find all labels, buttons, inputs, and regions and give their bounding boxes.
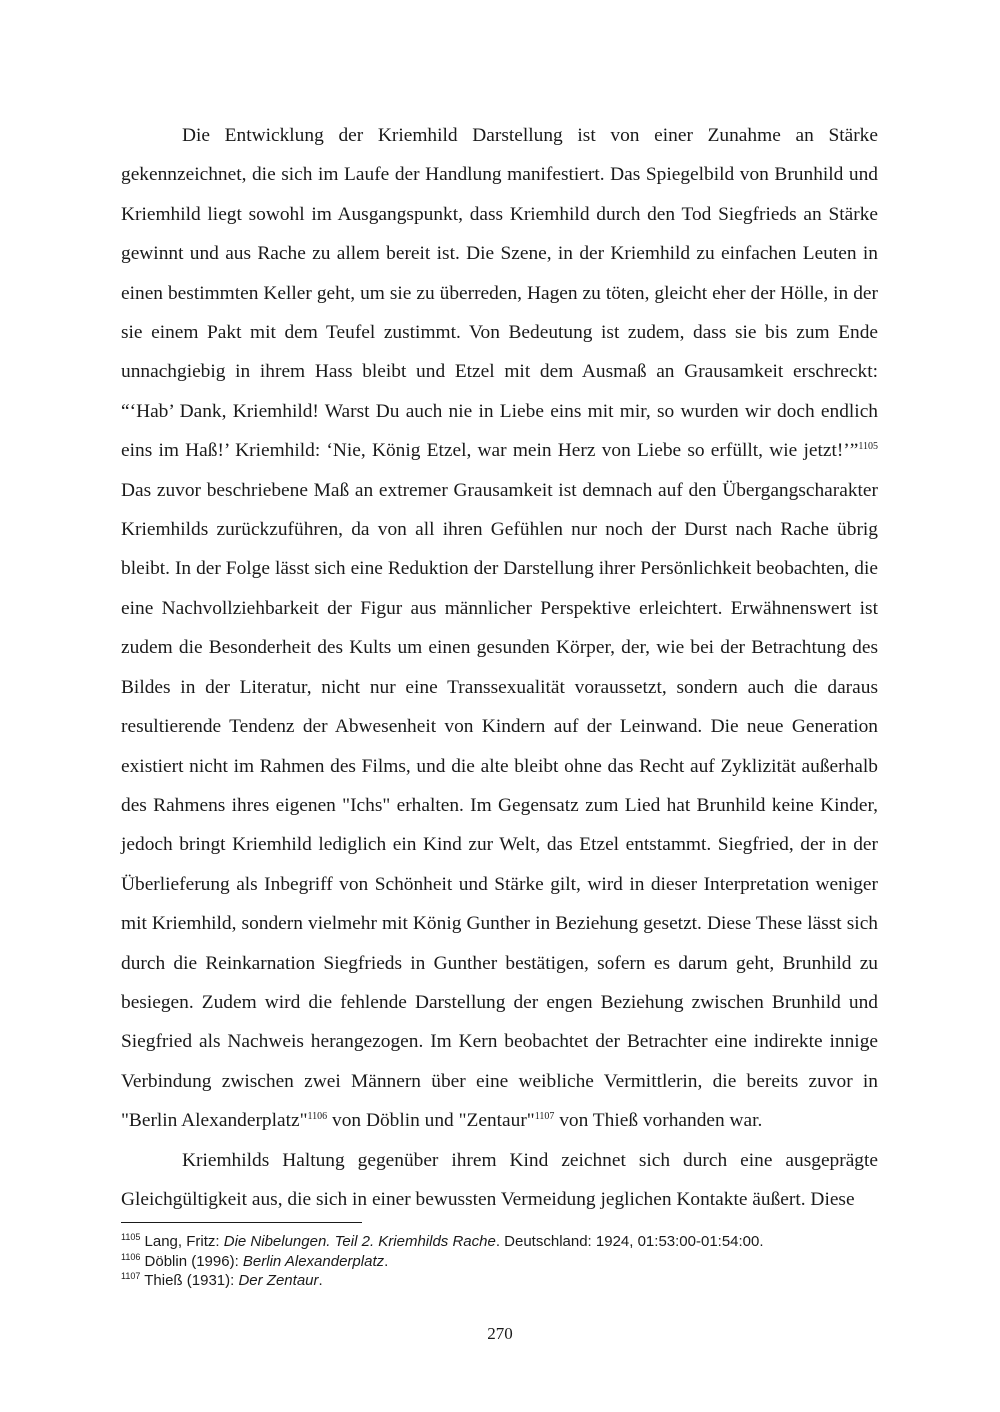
footnote-reference: 1107 xyxy=(534,1111,555,1123)
text-segment: Kriemhilds Haltung gegenüber ihrem Kind zeichnet sich durch eine ausgeprägte Gleichgültigkeit aus, die sich in einer bewussten Vermeidung jeglichen Kontakte äußert. Diese xyxy=(121,1149,878,1210)
footnote-text: Lang, Fritz: xyxy=(140,1233,224,1250)
footnote-text: . Deutschland: 1924, 01:53:00-01:54:00. xyxy=(495,1233,764,1250)
footnote-separator xyxy=(121,1222,362,1223)
footnote-text: . xyxy=(384,1252,389,1270)
footnote-title: Der Zentaur xyxy=(238,1272,319,1289)
page-number: 270 xyxy=(487,1324,513,1343)
footnote-number: 1107 xyxy=(121,1271,141,1281)
footnote xyxy=(121,1232,878,1252)
footnote-text: . xyxy=(318,1272,323,1289)
footnote-title: Berlin Alexanderplatz xyxy=(242,1252,385,1270)
footnote-reference: 1105 xyxy=(858,441,878,453)
footnote xyxy=(121,1271,878,1291)
paragraph xyxy=(121,116,878,1141)
paragraph xyxy=(121,1141,878,1220)
text-segment: Die Entwicklung der Kriemhild Darstellung ist von einer Zunahme an Stärke gekennzeichnet, die sich im Laufe der Handlung manifestiert. Das Spiegelbild von Brunhild und Kriemhild liegt sowohl im Ausgangspunkt, dass Kriemhild durch den Tod Siegfrieds an Stärke gewinnt und aus Rache zu allem bereit ist. Die Szene, in der Kriemhild zu einfachen Leuten in einen bestimmten Keller geht, um sie zu überreden, Hagen zu töten, gleicht eher der Hölle, in der sie einem Pakt mit dem Teufel zustimmt. Von Bedeutung ist zudem, dass sie bis zum Ende unnachgiebig in ihrem Hass bleibt und Etzel mit dem Ausmaß an Grausamkeit erschreckt: “‘Hab’ Dank, Kriemhild! Warst Du auch nie in Liebe eins mit mir, so wurden wir doch endlich eins im Haß!’ Kriemhild: ‘Nie, König Etzel, war mein Herz von Liebe so erfüllt, wie jetzt!’” xyxy=(121,125,878,462)
footnote-title: Die Nibelungen. Teil 2. Kriemhilds Rache xyxy=(223,1233,496,1250)
footnote-text: Thieß (1931): xyxy=(140,1272,239,1289)
text-segment: von Döblin und "Zentaur" xyxy=(327,1110,535,1132)
footnotes xyxy=(121,1232,878,1291)
footnote-text: Döblin (1996): xyxy=(140,1252,243,1270)
text-segment: von Thieß vorhanden war. xyxy=(554,1110,763,1132)
footnote-number: 1105 xyxy=(121,1232,141,1242)
footnote xyxy=(121,1252,878,1272)
footnote-reference: 1106 xyxy=(307,1111,328,1123)
footnote-number: 1106 xyxy=(121,1251,141,1262)
text-segment: Das zuvor beschriebene Maß an extremer Grausamkeit ist demnach auf den Übergangscharakter Kriemhilds zurückzuführen, da von all ihren Gefühlen nur noch der Durst nach Rache übrig bleibt. In der Folge lässt sich eine Reduktion der Darstellung ihrer Persönlichkeit beobachten, die eine Nachvollziehbarkeit der Figur aus männlicher Perspektive erleichtert. Erwähnenswert ist zudem die Besonderheit des Kults um einen gesunden Körper, der, wie bei der Betrachtung des Bildes in der Literatur, nicht nur eine Transsexualität voraussetzt, sondern auch die daraus resultierende Tendenz der Abwesenheit von Kindern auf der Leinwand. Die neue Generation existiert nicht im Rahmen des Films, und die alte bleibt ohne das Recht auf Zyklizität außerhalb des Rahmens ihres eigenen "Ichs" erhalten. Im Gegensatz zum Lied hat Brunhild keine Kinder, jedoch bringt Kriemhild lediglich ein Kind zur Welt, das Etzel entstammt. Siegfried, der in der Überlieferung als Inbegriff von Schönheit und Stärke gilt, wird in dieser Interpretation weniger mit Kriemhild, sondern vielmehr mit König Gunther in Beziehung gesetzt. Diese These lässt sich durch die Reinkarnation Siegfrieds in Gunther bestätigen, sofern es darum geht, Brunhild zu besiegen. Zudem wird die fehlende Darstellung der engen Beziehung zwischen Brunhild und Siegfried als Nachweis herangezogen. Im Kern beobachtet der Betrachter eine indirekte innige Verbindung zwischen zwei Männern über eine weibliche Vermittlerin, die bereits zuvor in "Berlin Alexanderplatz" xyxy=(121,479,878,1132)
body-text xyxy=(121,116,878,1219)
